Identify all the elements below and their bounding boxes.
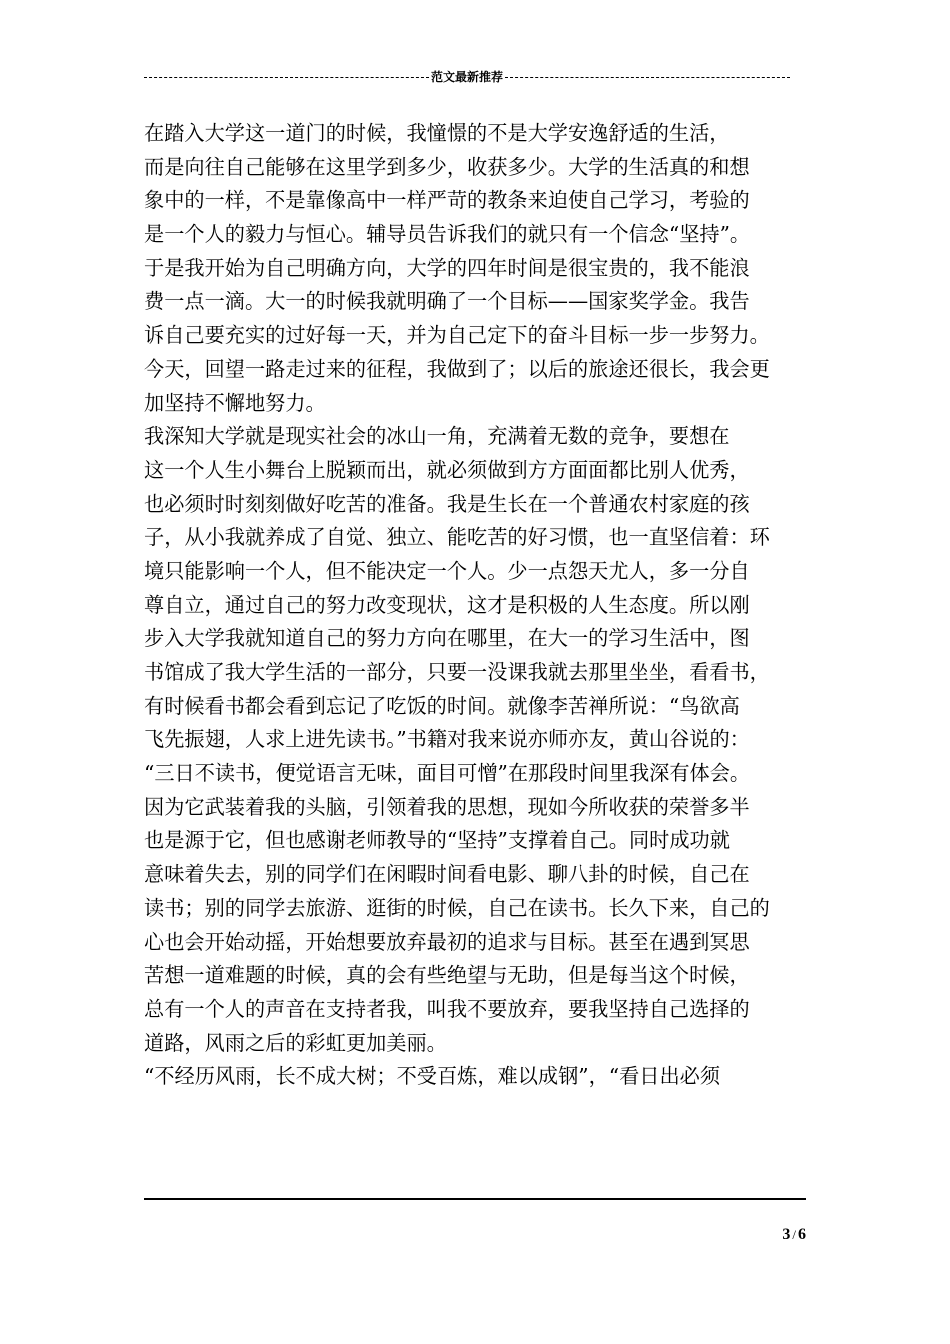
text-line: 今天，回望一路走过来的征程，我做到了；以后的旅途还很长，我会更 <box>144 356 770 381</box>
document-body <box>144 117 808 1094</box>
text-line: 于是我开始为自己明确方向，大学的四年时间是很宝贵的，我不能浪 <box>144 255 750 280</box>
page-separator: / <box>792 1227 796 1242</box>
text-line: 在踏入大学这一道门的时候，我憧憬的不是大学安逸舒适的生活， <box>144 121 730 145</box>
text-line: 读书；别的同学去旅游、逛街的时候，自己在读书。长久下来，自己的 <box>144 895 770 920</box>
page-header <box>144 64 790 88</box>
text-line: 象中的一样，不是靠像高中一样严苛的教条来迫使自己学习，考验的 <box>144 188 750 213</box>
text-line: “三日不读书，便觉语言无味，面目可憎”在那段时间里我深有体会。 <box>144 761 751 786</box>
text-line: 这一个人生小舞台上脱颖而出，就必须做到方方面面都比别人优秀， <box>144 457 750 482</box>
current-page: 3 <box>782 1226 791 1243</box>
header-title: 范文最新推荐 <box>431 69 504 84</box>
header-dash-right <box>505 77 790 78</box>
header-dash-left <box>144 77 429 78</box>
text-line: 是一个人的毅力与恒心。辅导员告诉我们的就只有一个信念“坚持”。 <box>144 222 751 247</box>
text-line: 苦想一道难题的时候，真的会有些绝望与无助，但是每当这个时候， <box>144 963 750 988</box>
text-line: 费一点一滴。大一的时候我就明确了一个目标——国家奖学金。我告 <box>144 289 750 314</box>
text-line: 心也会开始动摇，开始想要放弃最初的追求与目标。甚至在遇到冥思 <box>144 929 750 954</box>
footer-rule <box>144 1198 806 1200</box>
text-line: “不经历风雨，长不成大树；不受百炼，难以成钢”，“看日出必须 <box>144 1064 721 1089</box>
text-line: 诉自己要充实的过好每一天，并为自己定下的奋斗目标一步一步努力。 <box>144 323 770 348</box>
page-number <box>700 1226 806 1244</box>
text-line: 我深知大学就是现实社会的冰山一角，充满着无数的竞争，要想在 <box>144 424 730 449</box>
text-line: 步入大学我就知道自己的努力方向在哪里，在大一的学习生活中，图 <box>144 626 750 651</box>
text-line: 子，从小我就养成了自觉、独立、能吃苦的好习惯，也一直坚信着：环 <box>144 525 770 550</box>
text-line: 总有一个人的声音在支持者我，叫我不要放弃，要我坚持自己选择的 <box>144 996 750 1021</box>
text-line: 也是源于它，但也感谢老师教导的“坚持”支撑着自己。同时成功就 <box>144 828 730 853</box>
text-line: 尊自立，通过自己的努力改变现状，这才是积极的人生态度。所以刚 <box>144 592 750 617</box>
total-pages: 6 <box>798 1226 806 1243</box>
text-line: 而是向往自己能够在这里学到多少，收获多少。大学的生活真的和想 <box>144 154 750 179</box>
text-line: 道路，风雨之后的彩虹更加美丽。 <box>144 1030 447 1055</box>
text-line: 有时候看书都会看到忘记了吃饭的时间。就像李苦禅所说：“鸟欲高 <box>144 693 740 718</box>
text-line: 书馆成了我大学生活的一部分，只要一没课我就去那里坐坐，看看书， <box>144 660 770 684</box>
text-line: 意味着失去，别的同学们在闲暇时间看电影、聊八卦的时候，自己在 <box>144 862 750 887</box>
text-line: 因为它武装着我的头脑，引领着我的思想，现如今所收获的荣誉多半 <box>144 794 750 819</box>
text-line: 也必须时时刻刻做好吃苦的准备。我是生长在一个普通农村家庭的孩 <box>144 491 750 516</box>
text-line: 境只能影响一个人，但不能决定一个人。少一点怨天尤人，多一分自 <box>144 558 750 583</box>
text-line: 飞先振翅，人求上进先读书。”书籍对我来说亦师亦友，黄山谷说的： <box>144 727 750 752</box>
text-line: 加坚持不懈地努力。 <box>144 390 326 415</box>
